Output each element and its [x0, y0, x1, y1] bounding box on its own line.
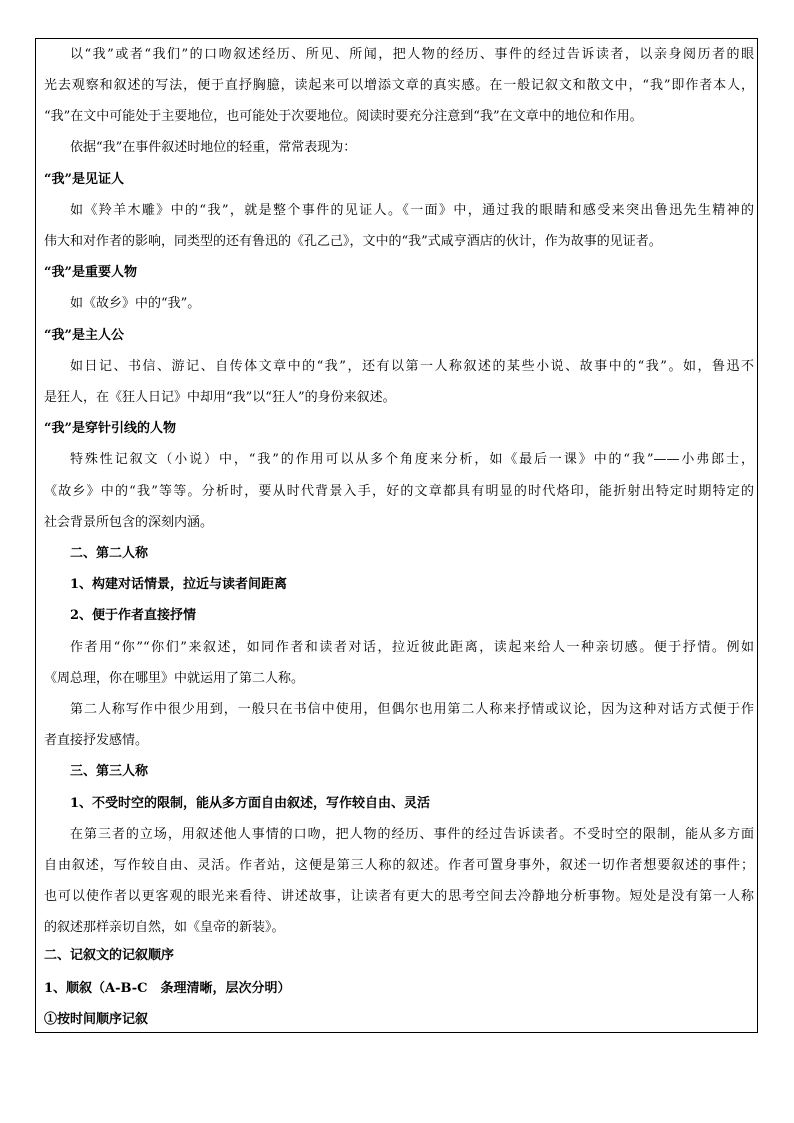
paragraph-line: “我”在文中可能处于主要地位，也可能处于次要地位。阅读时要充分注意到“我”在文章中的地位和作用。 — [44, 109, 643, 124]
section-heading: 三、第三人称 — [70, 764, 149, 779]
paragraph-line: 自由叙述，写作较自由、灵活。作者站，这便是第三人称的叙述。作者可置身事外，叙述一切作者想要叙述的事件； — [44, 858, 754, 873]
paragraph-line: 以“我”或者“我们”的口吻叙述经历、所见、所闻，把人物的经历、事件的经过告诉读者，以亲身阅历者的眼 — [70, 47, 754, 62]
paragraph-line: 在第三者的立场，用叙述他人事情的口吻，把人物的经历、事件的经过告诉读者。不受时空的限制，能从多方面 — [70, 827, 754, 842]
subheading: “我”是重要人物 — [44, 265, 137, 280]
paragraph-line: 社会背景所包含的深刻内涵。 — [44, 515, 214, 530]
paragraph-line: 依据“我”在事件叙述时地位的轻重，常常表现为： — [70, 140, 357, 155]
paragraph-line: 如《故乡》中的“我”。 — [70, 296, 201, 311]
subheading: ①按时间顺序记叙 — [44, 1012, 149, 1027]
paragraph-line: 《周总理，你在哪里》中就运用了第二人称。 — [44, 671, 305, 686]
paragraph-line: 如《羚羊木雕》中的“我”，就是整个事件的见证人。《一面》中，通过我的眼睛和感受来突出鲁迅先生精神的 — [70, 203, 754, 218]
content-table-border — [35, 38, 758, 1033]
paragraph-line: 特殊性记叙文（小说）中，“我”的作用可以从多个角度来分析，如《最后一课》中的“我”——小弗郎士， — [70, 452, 754, 467]
paragraph-line: 《故乡》中的“我”等等。分析时，要从时代背景入手，好的文章都具有明显的时代烙印，能折射出特定时期特定的 — [44, 484, 754, 499]
paragraph-line: 也可以使作者以更客观的眼光来看待、讲述故事，让读者有更大的思考空间去冷静地分析事物。短处是没有第一人称 — [44, 889, 754, 904]
subheading: “我”是见证人 — [44, 172, 124, 187]
paragraph-line: 如日记、书信、游记、自传体文章中的“我”，还有以第一人称叙述的某些小说、故事中的“我”。如，鲁迅不 — [70, 359, 754, 374]
paragraph-line: 第二人称写作中很少用到，一般只在书信中使用，但偶尔也用第二人称来抒情或议论，因为这种对话方式便于作 — [70, 702, 754, 717]
paragraph-line: 光去观察和叙述的写法，便于直抒胸臆，读起来可以增添文章的真实感。在一般记叙文和散文中，“我”即作者本人， — [44, 78, 754, 93]
paragraph-line: 者直接抒发感情。 — [44, 733, 149, 748]
subheading: 1、顺叙（A-B-C 条理清晰，层次分明） — [44, 981, 291, 996]
subheading: 1、构建对话情景，拉近与读者间距离 — [70, 577, 288, 592]
section-heading: 二、记叙文的记叙顺序 — [44, 948, 175, 963]
paragraph-line: 的叙述那样亲切自然，如《皇帝的新装》。 — [44, 920, 285, 935]
subheading: 2、便于作者直接抒情 — [70, 608, 197, 623]
paragraph-line: 伟大和对作者的影响，同类型的还有鲁迅的《孔乙己》，文中的“我”式咸亨酒店的伙计，作为故事的见证者。 — [44, 234, 662, 249]
paragraph-line: 是狂人，在《狂人日记》中却用“我”以“狂人”的身份来叙述。 — [44, 390, 396, 405]
paragraph-line: 作者用“你”“你们”来叙述，如同作者和读者对话，拉近彼此距离，读起来给人一种亲切感。便于抒情。例如 — [70, 640, 754, 655]
subheading: 1、不受时空的限制，能从多方面自由叙述，写作较自由、灵活 — [70, 796, 431, 811]
subheading: “我”是穿针引线的人物 — [44, 421, 176, 436]
section-heading: 二、第二人称 — [70, 546, 149, 561]
subheading: “我”是主人公 — [44, 328, 124, 343]
